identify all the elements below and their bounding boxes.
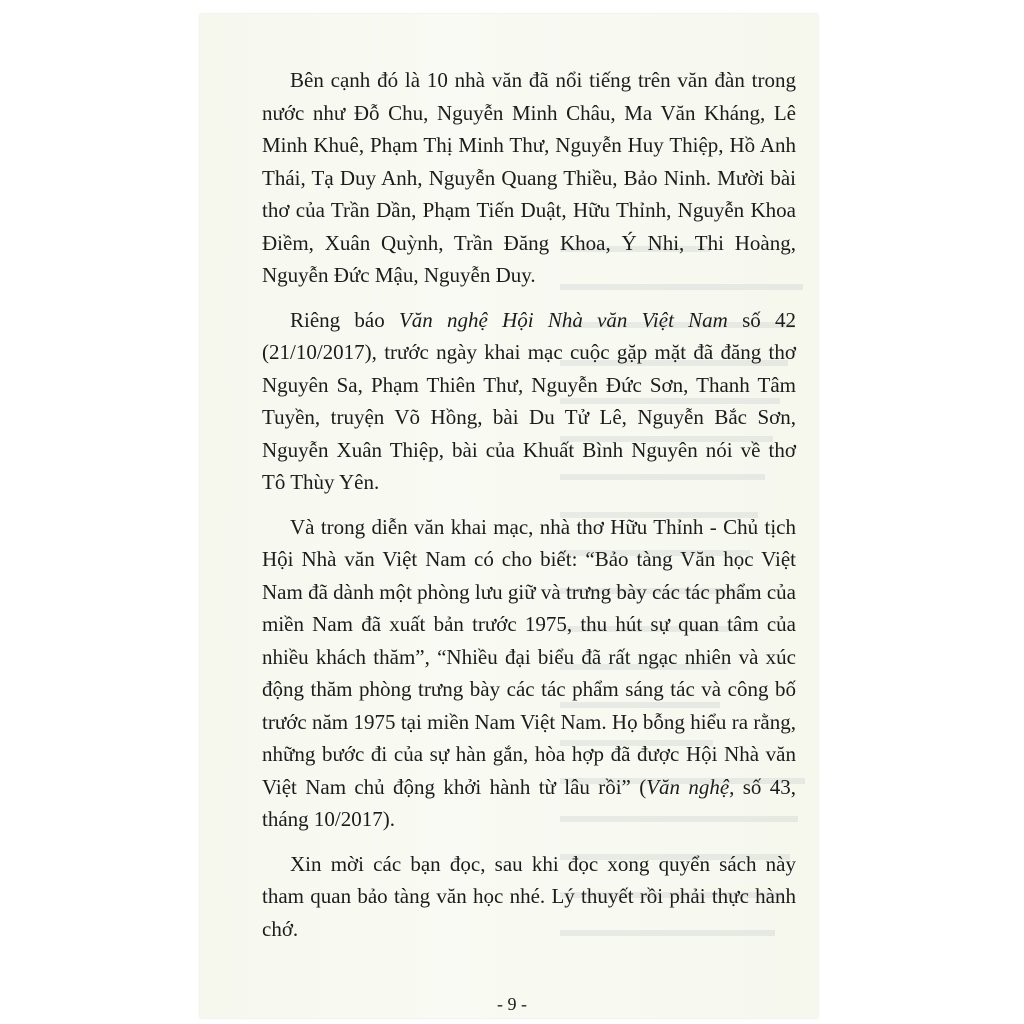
page-number: - 9 -: [497, 994, 527, 1014]
paragraph-3-text-a: Và trong diễn văn khai mạc, nhà thơ Hữu Thỉnh - Chủ tịch Hội Nhà văn Việt Nam có cho biết: “Bảo tàng Văn học Việt Nam đã dành một phòng lưu giữ và trưng bày các tác phẩm của miền Nam đã xuất bản trước 1975, thu hút sự quan tâm của nhiều khách thăm”, “Nhiều đại biểu đã rất ngạc nhiên và xúc động thăm phòng trưng bày các tác phẩm sáng tác và công bố trước năm 1975 tại miền Nam Việt Nam. Họ bỗng hiểu ra rằng, những bước đi của sự hàn gắn, hòa hợp đã được Hội Nhà văn Việt Nam chủ động khởi hành từ lâu rồi” (: [262, 514, 796, 799]
paragraph-2: [262, 304, 796, 499]
paragraph-1: [262, 64, 796, 292]
page-body: [262, 64, 796, 945]
citation-title: Văn nghệ,: [646, 774, 735, 799]
paragraph-3-text-b: số 43, tháng 10/2017).: [262, 774, 796, 831]
paragraph-2-text-a: Riêng báo: [290, 307, 399, 332]
paragraph-3: [262, 511, 796, 836]
paragraph-2-text-b: số 42 (21/10/2017), trước ngày khai mạc cuộc gặp mặt đã đăng thơ Nguyên Sa, Phạm Thiên Thư, Nguyễn Đức Sơn, Thanh Tâm Tuyền, truyện Võ Hồng, bài Du Tử Lê, Nguyễn Bắc Sơn, Nguyễn Xuân Thiệp, bài của Khuất Bình Nguyên nói về thơ Tô Thùy Yên.: [262, 307, 796, 494]
paragraph-1-text: Bên cạnh đó là 10 nhà văn đã nổi tiếng trên văn đàn trong nước như Đỗ Chu, Nguyễn Minh Châu, Ma Văn Kháng, Lê Minh Khuê, Phạm Thị Minh Thư, Nguyễn Huy Thiệp, Hồ Anh Thái, Tạ Duy Anh, Nguyễn Quang Thiều, Bảo Ninh. Mười bài thơ của Trần Dần, Phạm Tiến Duật, Hữu Thỉnh, Nguyễn Khoa Điềm, Xuân Quỳnh, Trần Đăng Khoa, Ý Nhi, Thi Hoàng, Nguyễn Đức Mậu, Nguyễn Duy.: [262, 68, 796, 287]
newspaper-title: Văn nghệ Hội Nhà văn Việt Nam: [398, 307, 728, 332]
paragraph-4-text: Xin mời các bạn đọc, sau khi đọc xong quyển sách này tham quan bảo tàng văn học nhé. Lý thuyết rồi phải thực hành chớ.: [262, 851, 796, 941]
paragraph-4: [262, 848, 796, 946]
